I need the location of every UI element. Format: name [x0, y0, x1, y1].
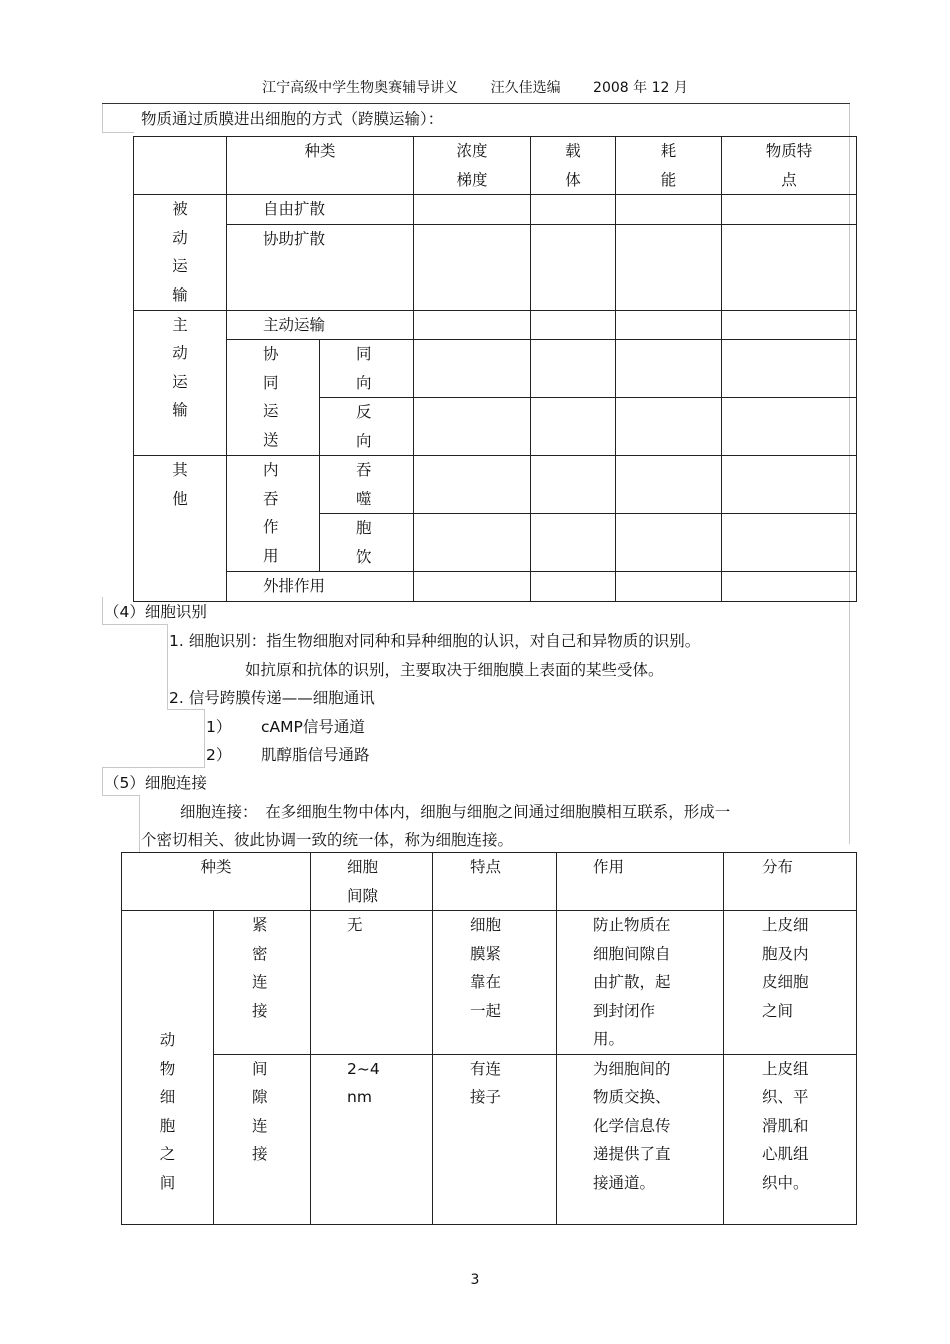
table-cell — [531, 195, 616, 225]
gap-junction-distribution-text: 上皮组织、平滑肌和心肌组织中。 — [762, 1059, 809, 1192]
table-cell — [722, 224, 857, 310]
header-gradient — [414, 137, 531, 195]
header-energy — [616, 137, 722, 195]
table-cell — [531, 340, 616, 398]
pinocytosis-text: 胞饮 — [356, 519, 372, 566]
table-cell — [616, 195, 722, 225]
scan-line — [102, 767, 103, 795]
gap-junction-feature-text: 有连接子 — [470, 1059, 502, 1106]
active-group — [134, 310, 227, 456]
table-cell — [414, 340, 531, 398]
table-cell — [616, 310, 722, 340]
scan-line — [102, 597, 103, 625]
gap-junction-distribution — [724, 1054, 857, 1224]
symport-text: 同向 — [356, 345, 372, 392]
header-carrier — [531, 137, 616, 195]
other-group-text: 其他 — [172, 461, 188, 508]
scan-line — [102, 132, 134, 133]
gap-junction-name-text: 间隙连接 — [252, 1059, 268, 1163]
tight-junction-distribution-text: 上皮细胞及内皮细胞之间 — [762, 916, 809, 1020]
table-cell — [722, 514, 857, 572]
scan-line — [204, 709, 205, 767]
endocytosis-text: 内吞作用 — [263, 461, 279, 565]
t2-header-feature: 特点 — [433, 853, 557, 911]
table-cell — [616, 572, 722, 602]
table-cell — [722, 456, 857, 514]
table-row — [134, 137, 857, 195]
tight-junction-distribution — [724, 911, 857, 1055]
t2-header-function: 作用 — [557, 853, 724, 911]
facilitated-diffusion: 协助扩散 — [227, 224, 414, 310]
header-energy-text: 耗能 — [660, 142, 677, 189]
table-row — [134, 572, 857, 602]
t2-header-gap-text: 细胞间隙 — [347, 858, 379, 905]
table-row — [122, 853, 857, 911]
gap-junction-feature — [433, 1054, 557, 1224]
t2-group — [122, 911, 214, 1225]
tight-junction-name-text: 紧密连接 — [252, 916, 268, 1020]
antiport — [320, 398, 414, 456]
section5-title: （5）细胞连接 — [104, 774, 207, 792]
page-header — [0, 77, 950, 97]
junction-table — [121, 852, 857, 1225]
table-cell — [414, 514, 531, 572]
table-row — [134, 310, 857, 340]
passive-group-text: 被动运输 — [172, 200, 188, 304]
t2-header-type: 种类 — [122, 853, 311, 911]
table-cell — [531, 310, 616, 340]
scan-line — [167, 709, 205, 710]
table-cell — [616, 340, 722, 398]
header-features — [722, 137, 857, 195]
tight-junction-gap: 无 — [311, 911, 433, 1055]
section4-item1: 1. 细胞识别：指生物细胞对同种和异种细胞的认识，对自己和异物质的识别。 — [169, 632, 701, 650]
table-cell — [531, 398, 616, 456]
section4-title: （4）细胞识别 — [104, 603, 207, 621]
gap-junction-function-text: 为细胞间的物质交换、化学信息传递提供了直接通道。 — [593, 1059, 671, 1192]
table-cell — [531, 514, 616, 572]
sub1-text: cAMP信号通道 — [261, 718, 365, 736]
table-cell — [616, 398, 722, 456]
endocytosis — [227, 456, 320, 572]
table-row — [122, 1054, 857, 1224]
transport-table — [133, 136, 857, 602]
table-cell — [722, 340, 857, 398]
exocytosis: 外排作用 — [227, 572, 414, 602]
antiport-text: 反向 — [356, 403, 372, 450]
table-cell — [531, 456, 616, 514]
section5-def-line1: 细胞连接： 在多细胞生物中体内，细胞与细胞之间通过细胞膜相互联系，形成一 — [180, 803, 731, 821]
sub1-number: 1） — [206, 718, 232, 736]
header-title: 江宁高级中学生物奥赛辅导讲义 — [262, 80, 459, 96]
tight-junction-feature-text: 细胞膜紧靠在一起 — [470, 916, 502, 1020]
scan-line — [167, 624, 168, 710]
table-cell — [722, 195, 857, 225]
table-cell — [414, 224, 531, 310]
active-transport: 主动运输 — [227, 310, 414, 340]
header-editor: 汪久佳选编 — [490, 80, 561, 96]
table-cell — [722, 310, 857, 340]
table-row — [134, 456, 857, 514]
table-cell — [134, 137, 227, 195]
header-rule — [102, 103, 850, 104]
table-cell — [414, 456, 531, 514]
gap-junction-function — [557, 1054, 724, 1224]
phagocytosis-text: 吞噬 — [356, 461, 372, 508]
gap-junction-gap — [311, 1054, 433, 1224]
pinocytosis — [320, 514, 414, 572]
symport — [320, 340, 414, 398]
scan-line — [102, 624, 168, 625]
scan-line — [139, 795, 140, 852]
phagocytosis — [320, 456, 414, 514]
table-cell — [531, 572, 616, 602]
section4-item2: 2. 信号跨膜传递——细胞通讯 — [169, 689, 375, 707]
scan-line — [102, 104, 103, 132]
table-cell — [616, 224, 722, 310]
tight-junction-function-text: 防止物质在细胞间隙自由扩散，起到封闭作用。 — [593, 916, 671, 1048]
header-gradient-text: 浓度梯度 — [456, 142, 488, 189]
tight-junction-feature — [433, 911, 557, 1055]
table-row — [134, 340, 857, 398]
t2-header-distribution: 分布 — [724, 853, 857, 911]
table-cell — [531, 224, 616, 310]
scan-line — [102, 767, 205, 768]
tight-junction-function — [557, 911, 724, 1055]
table-cell — [616, 456, 722, 514]
header-date: 2008 年 12 月 — [593, 80, 688, 96]
table-cell — [414, 572, 531, 602]
section5-def-line2: 个密切相关、彼此协调一致的统一体，称为细胞连接。 — [141, 831, 514, 849]
header-type: 种类 — [227, 137, 414, 195]
passive-group — [134, 195, 227, 311]
table-row — [134, 195, 857, 225]
active-group-text: 主动运输 — [172, 315, 188, 419]
table-cell — [616, 514, 722, 572]
t2-header-gap — [311, 853, 433, 911]
cotransport-text: 协同运送 — [263, 345, 279, 449]
table-cell — [414, 195, 531, 225]
sub2-number: 2） — [206, 746, 232, 764]
sub2-text: 肌醇脂信号通路 — [261, 746, 370, 764]
table-cell — [722, 572, 857, 602]
cotransport — [227, 340, 320, 456]
header-carrier-text: 载体 — [565, 142, 581, 189]
header-features-text: 物质特点 — [765, 142, 813, 189]
free-diffusion: 自由扩散 — [227, 195, 414, 225]
table-cell — [414, 310, 531, 340]
table-cell — [414, 398, 531, 456]
tight-junction-name — [214, 911, 311, 1055]
table-row — [134, 224, 857, 310]
section-title: 物质通过质膜进出细胞的方式（跨膜运输）： — [141, 110, 444, 128]
t2-group-text: 动物细胞之间 — [159, 1031, 176, 1192]
page-number: 3 — [470, 1272, 480, 1288]
table-cell — [722, 398, 857, 456]
gap-junction-name — [214, 1054, 311, 1224]
gap-junction-gap-text: 2~4 nm — [347, 1059, 380, 1106]
scan-line — [102, 795, 140, 796]
section4-item1-cont: 如抗原和抗体的识别，主要取决于细胞膜上表面的某些受体。 — [245, 661, 664, 679]
other-group — [134, 456, 227, 602]
table-row — [122, 911, 857, 1055]
